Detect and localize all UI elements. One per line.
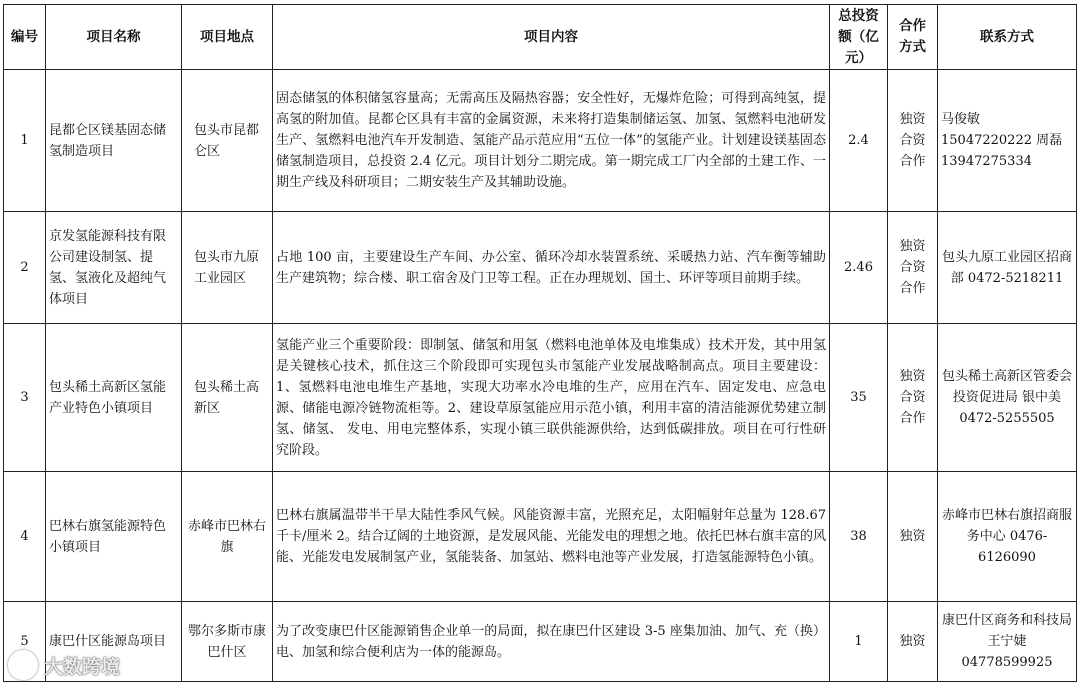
cell-content: 固态储氢的体积储氢容量高；无需高压及隔热容器；安全性好，无爆炸危险；可得到高纯氢，提高氢的附加值。昆都仑区具有丰富的金属资源，未来将打造集制储运氢、加氢、氢燃料电池研发生产、氢燃料电池汽车开发制造、氢能产品示范应用“五位一体”的氢能产业。计划建设镁基固态储氢制造项目，总投资 2.4 亿元。项目计划分二期完成。第一期完成工厂内全部的土建工作、一期生产线及科研项目；二期安装生产及其辅助设施。 (273, 70, 830, 212)
cell-cooperation: 独资 (888, 602, 938, 682)
cell-contact: 包头稀土高新区管委会投资促进局 银中美 0472-5255505 (938, 324, 1077, 472)
cell-contact: 马俊敏 15047220222 周磊 13947275334 (938, 70, 1077, 212)
cell-location: 赤峰市巴林右旗 (182, 472, 273, 602)
header-cooperation: 合作方式 (888, 5, 938, 70)
header-name: 项目名称 (46, 5, 182, 70)
cell-name: 包头稀土高新区氢能产业特色小镇项目 (46, 324, 182, 472)
cell-contact: 康巴什区商务和科技局 王宁婕 04778599925 (938, 602, 1077, 682)
chat-bubble-logo-icon (8, 650, 38, 680)
cell-contact: 赤峰市巴林右旗招商服务中心 0476-6126090 (938, 472, 1077, 602)
table-row (4, 472, 1077, 602)
cell-location: 包头市九原工业园区 (182, 212, 273, 324)
table-row (4, 212, 1077, 324)
table-row (4, 70, 1077, 212)
cell-cooperation: 独资 (888, 472, 938, 602)
cell-name: 昆都仑区镁基固态储氢制造项目 (46, 70, 182, 212)
cell-location: 鄂尔多斯市康巴什区 (182, 602, 273, 682)
cell-location: 包头稀土高新区 (182, 324, 273, 472)
cell-investment: 35 (830, 324, 888, 472)
cell-content: 为了改变康巴什区能源销售企业单一的局面，拟在康巴什区建设 3-5 座集加油、加气、充（换）电、加氢和综合便利店为一体的能源岛。 (273, 602, 830, 682)
cell-no: 3 (4, 324, 46, 472)
cell-investment: 1 (830, 602, 888, 682)
table-row (4, 602, 1077, 682)
cell-cooperation: 独资合资合作 (888, 70, 938, 212)
cell-cooperation: 独资合资合作 (888, 212, 938, 324)
cell-name: 康巴什区能源岛项目 (46, 602, 182, 682)
header-investment: 总投资额（亿元） (830, 5, 888, 70)
cell-name: 京发氢能源科技有限公司建设制氢、提氢、氢液化及超纯气体项目 (46, 212, 182, 324)
header-contact: 联系方式 (938, 5, 1077, 70)
cell-no: 5 (4, 602, 46, 682)
cell-investment: 38 (830, 472, 888, 602)
cell-no: 2 (4, 212, 46, 324)
cell-no: 4 (4, 472, 46, 602)
cell-name: 巴林右旗氢能源特色小镇项目 (46, 472, 182, 602)
cell-no: 1 (4, 70, 46, 212)
watermark-text: 大数跨境 (44, 655, 121, 678)
cell-content: 巴林右旗属温带半干旱大陆性季风气候。风能资源丰富，光照充足，太阳幅射年总量为 128.67 千卡/厘米 2。结合辽阔的土地资源，是发展风能、光能发电的理想之地。依托巴林右旗丰富的风能、光能发电发展制氢产业，氢能装备、加氢站、燃料电池等产业发展，打造氢能源特色小镇。 (273, 472, 830, 602)
header-location: 项目地点 (182, 5, 273, 70)
cell-content: 占地 100 亩，主要建设生产车间、办公室、循环冷却水装置系统、采暖热力站、汽车衡等辅助生产建筑物；综合楼、职工宿舍及门卫等工程。正在办理规划、国土、环评等项目前期手续。 (273, 212, 830, 324)
table-row (4, 324, 1077, 472)
project-table (3, 4, 1077, 682)
cell-contact: 包头九原工业园区招商部 0472-5218211 (938, 212, 1077, 324)
watermark (8, 650, 120, 680)
cell-investment: 2.46 (830, 212, 888, 324)
header-no: 编号 (4, 5, 46, 70)
header-content: 项目内容 (273, 5, 830, 70)
cell-investment: 2.4 (830, 70, 888, 212)
cell-content: 氢能产业三个重要阶段：即制氢、储氢和用氢（燃料电池单体及电堆集成）技术开发，其中用氢是关键核心技术，抓住这三个阶段即可实现包头市氢能产业发展战略制高点。项目主要建设：1、氢燃料电池电堆生产基地，实现大功率水冷电堆的生产，应用在汽车、固定发电、应急电源、储能电源冷链物流柜等。2、建设草原氢能应用示范小镇，利用丰富的清洁能源优势建立制氢、储氢、 发电、用电完整体系，实现小镇三联供能源供给，达到低碳排放。项目在可行性研究阶段。 (273, 324, 830, 472)
header-row (4, 5, 1077, 70)
cell-cooperation: 独资合资合作 (888, 324, 938, 472)
cell-location: 包头市昆都仑区 (182, 70, 273, 212)
